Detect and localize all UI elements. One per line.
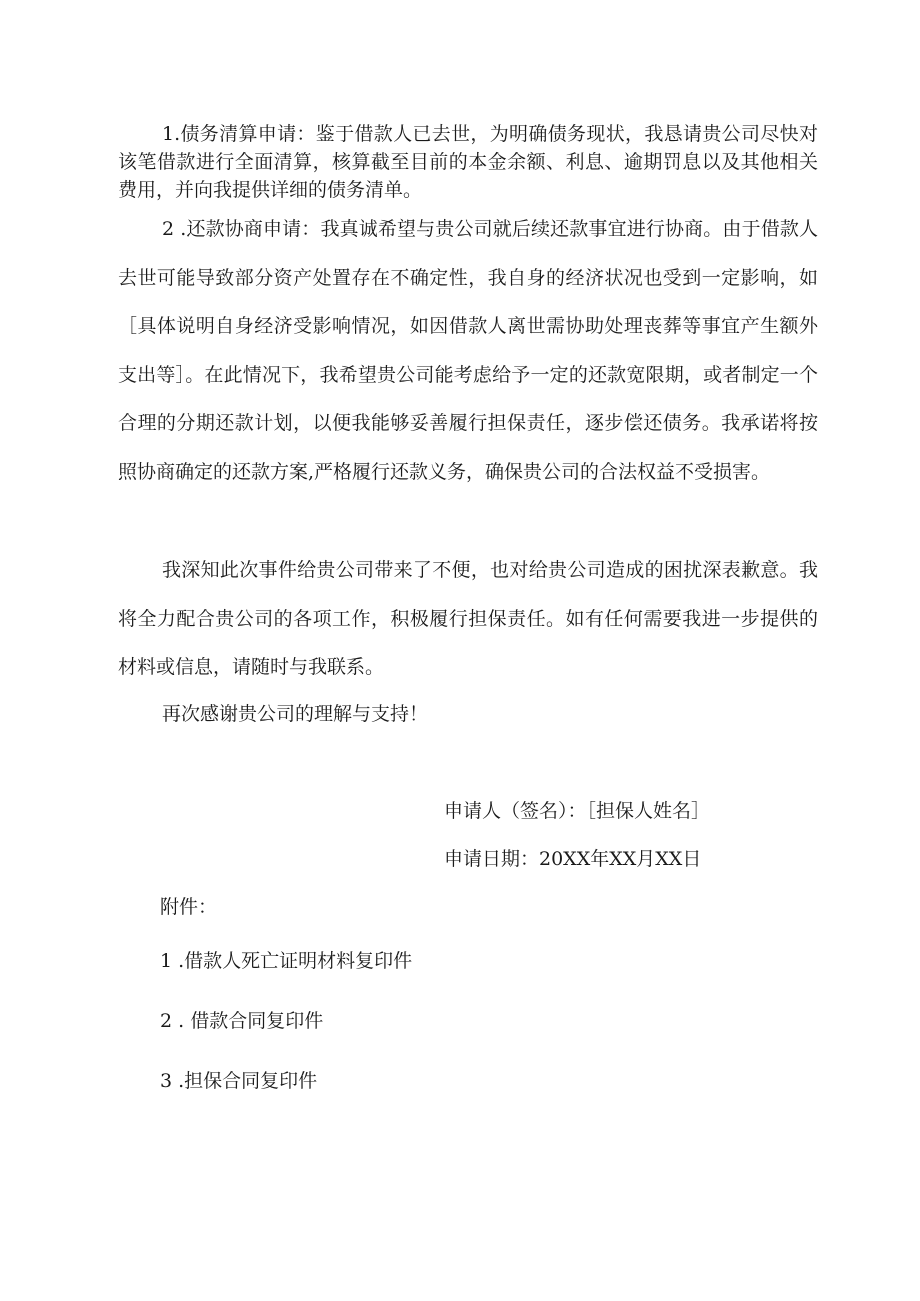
attachment-item: 1 .借款人死亡证明材料复印件	[160, 950, 413, 972]
paragraph-repayment-negotiation: 2 .还款协商申请：我真诚希望与贵公司就后续还款事宜进行协商。由于借款人去世可能导致部分资产处置存在不确定性，我自身的经济状况也受到一定影响，如［具体说明自身经济受影响情况，如因借款人离世需协助处理丧葬等事宜产生额外支出等］。在此情况下，我希望贵公司能考虑给予一定的还款宽限期，或者制定一个合理的分期还款计划，以便我能够妥善履行担保责任，逐步偿还债务。我承诺将按照协商确定的还款方案,严格履行还款义务，确保贵公司的合法权益不受损害。	[118, 218, 818, 483]
attachments-title: 附件：	[160, 896, 218, 918]
attachment-item: 2 . 借款合同复印件	[160, 1010, 324, 1032]
paragraph-thanks: 再次感谢贵公司的理解与支持！	[162, 703, 429, 725]
attachment-item: 3 .担保合同复印件	[160, 1070, 318, 1092]
paragraph-apology: 我深知此次事件给贵公司带来了不便，也对给贵公司造成的困扰深表歉意。我将全力配合贵公司的各项工作，积极履行担保责任。如有任何需要我进一步提供的材料或信息，请随时与我联系。	[118, 559, 818, 678]
signature-date: 申请日期：20XX年XX月XX日	[444, 848, 702, 870]
signature-applicant: 申请人（签名）：［担保人姓名］	[444, 800, 711, 822]
paragraph-debt-settlement: 1.债务清算申请：鉴于借款人已去世，为明确债务现状，我恳请贵公司尽快对该笔借款进行全面清算，核算截至目前的本金余额、利息、逾期罚息以及其他相关费用，并向我提供详细的债务清单。	[118, 123, 818, 201]
